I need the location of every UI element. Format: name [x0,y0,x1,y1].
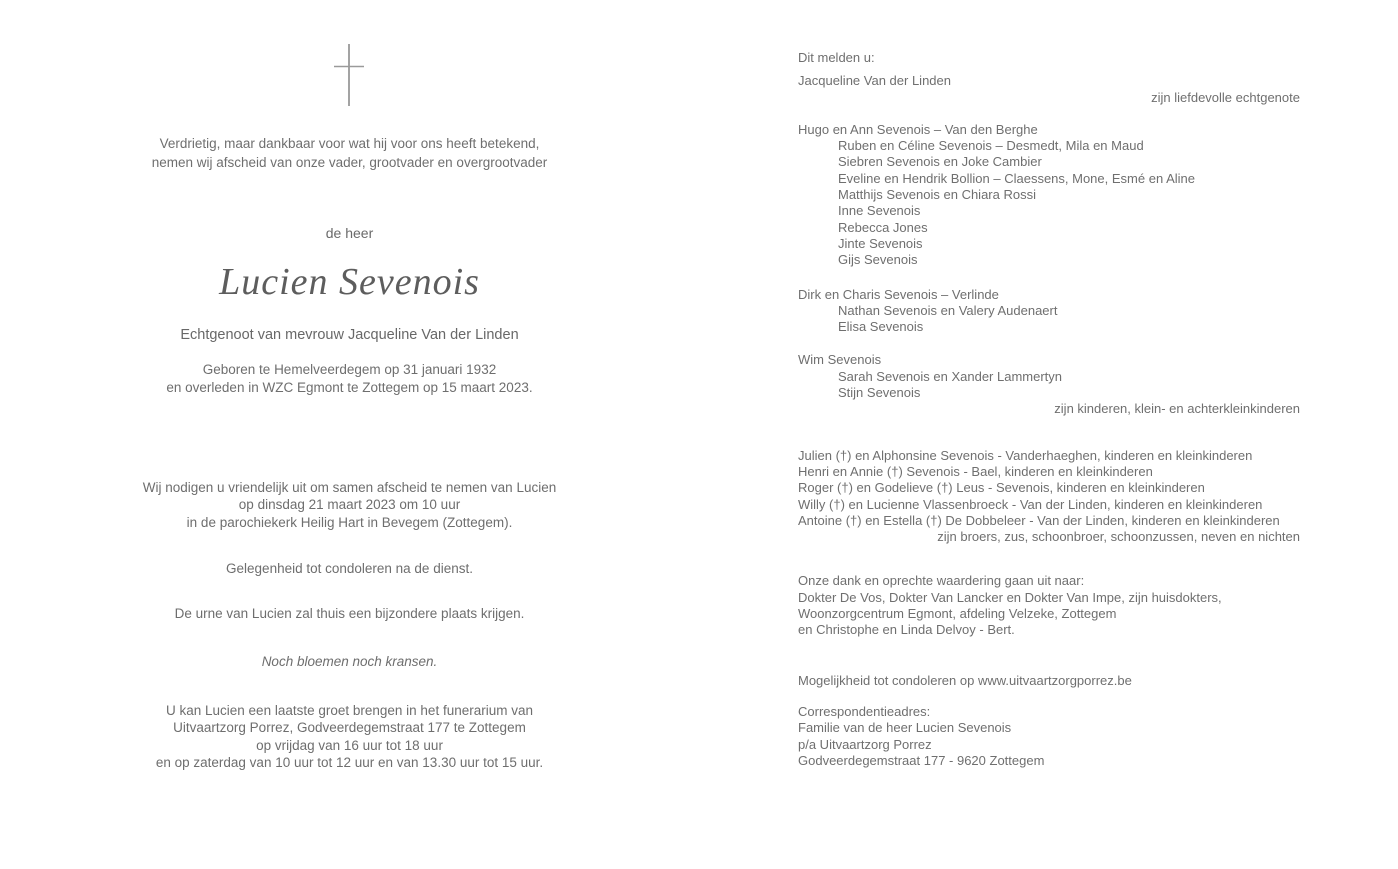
urn-line: De urne van Lucien zal thuis een bijzondere plaats krijgen. [174,606,525,621]
family-group-1 [798,122,1300,269]
intro-line-2: nemen wij afscheid van onze vader, grootvader en overgrootvader [151,154,548,170]
deceased-name: Lucien Sevenois [219,261,480,303]
siblings-list [798,448,1300,546]
online-condolence-line: Mogelijkheid tot condoleren op www.uitvaartzorgporrez.be [798,672,1132,688]
sibling-line: Henri en Annie (†) Sevenois - Bael, kinderen en kleinkinderen [798,463,1153,479]
group-child: Matthijs Sevenois en Chiara Rossi [838,187,1036,203]
life-dates [0,361,699,397]
farewell-visit [0,702,699,772]
announce-label: Dit melden u: [798,50,875,65]
birth-line: Geboren te Hemelveerdegem op 31 januari 1932 [202,362,497,377]
thanks-line: Onze dank en oprechte waardering gaan uit naar: [798,573,1085,589]
correspondence-block [798,704,1300,769]
correspondence-line: p/a Uitvaartzorg Porrez [798,736,932,752]
correspondence-line: Godveerdegemstraat 177 - 9620 Zottegem [798,752,1045,768]
group-head: Wim Sevenois [798,352,882,368]
children-role: zijn kinderen, klein- en achterkleinkinderen [1054,401,1300,417]
intro-line-1: Verdrietig, maar dankbaar voor wat hij voor ons heeft betekend, [159,136,540,151]
farewell-line-2: Uitvaartzorg Porrez, Godveerdegemstraat 177 te Zottegem [173,720,526,736]
farewell-line-1: U kan Lucien een laatste groet brengen in het funerarium van [166,703,533,718]
farewell-line-4: en op zaterdag van 10 uur tot 12 uur en van 13.30 uur tot 15 uur. [155,755,544,771]
cross-icon [333,43,365,107]
death-line: en overleden in WZC Egmont te Zottegem op 15 maart 2023. [166,380,533,395]
siblings-role: zijn broers, zus, schoonbroer, schoonzussen, neven en nichten [937,529,1300,545]
sibling-line: Roger (†) en Godelieve (†) Leus - Sevenois, kinderen en kleinkinderen [798,480,1205,496]
group-head: Hugo en Ann Sevenois – Van den Berghe [798,121,1038,137]
sibling-line: Julien (†) en Alphonsine Sevenois - Vanderhaeghen, kinderen en kleinkinderen [798,447,1253,463]
family-group-3 [798,352,1300,401]
group-child: Gijs Sevenois [838,252,918,268]
group-child: Elisa Sevenois [838,319,924,335]
group-child: Eveline en Hendrik Bollion – Claessens, Mone, Esmé en Aline [838,170,1195,186]
correspondence-label: Correspondentieadres: [798,703,931,719]
thanks-line: en Christophe en Linda Delvoy - Bert. [798,622,1015,638]
spouse-line: Echtgenoot van mevrouw Jacqueline Van der Linden [180,327,519,343]
condolence-line: Gelegenheid tot condoleren na de dienst. [226,561,473,576]
group-child: Inne Sevenois [838,203,921,219]
thanks-line: Woonzorgcentrum Egmont, afdeling Velzeke, Zottegem [798,606,1117,622]
flowers-line: Noch bloemen noch kransen. [261,654,438,669]
group-child: Nathan Sevenois en Valery Audenaert [838,302,1058,318]
farewell-line-3: op vrijdag van 16 uur tot 18 uur [256,737,443,753]
widow-role: zijn liefdevolle echtgenote [1151,89,1300,105]
group-child: Stijn Sevenois [838,385,921,401]
invitation-line-2: op dinsdag 21 maart 2023 om 10 uur [238,497,461,513]
invitation-line-3: in de parochiekerk Heilig Hart in Bevegem (Zottegem). [186,514,513,530]
widow-name: Jacqueline Van der Linden [798,73,951,89]
family-group-2 [798,287,1300,336]
invitation [0,479,699,531]
right-page [798,50,1300,769]
honorific: de heer [325,225,374,241]
group-child: Siebren Sevenois en Joke Cambier [838,154,1042,170]
thanks-line: Dokter De Vos, Dokter Van Lancker en Dokter Van Impe, zijn huisdokters, [798,589,1222,605]
group-child: Sarah Sevenois en Xander Lammertyn [838,368,1063,384]
group-child: Jinte Sevenois [838,235,923,251]
intro-text [0,135,699,172]
correspondence-line: Familie van de heer Lucien Sevenois [798,720,1012,736]
sibling-line: Willy (†) en Lucienne Vlassenbroeck - Van der Linden, kinderen en kleinkinderen [798,496,1263,512]
thanks-block [798,573,1300,638]
invitation-line-1: Wij nodigen u vriendelijk uit om samen afscheid te nemen van Lucien [142,480,557,495]
group-child: Ruben en Céline Sevenois – Desmedt, Mila en Maud [838,138,1144,154]
sibling-line: Antoine (†) en Estella (†) De Dobbeleer - Van der Linden, kinderen en kleinkinderen [798,512,1280,528]
group-head: Dirk en Charis Sevenois – Verlinde [798,286,999,302]
group-child: Rebecca Jones [838,219,928,235]
